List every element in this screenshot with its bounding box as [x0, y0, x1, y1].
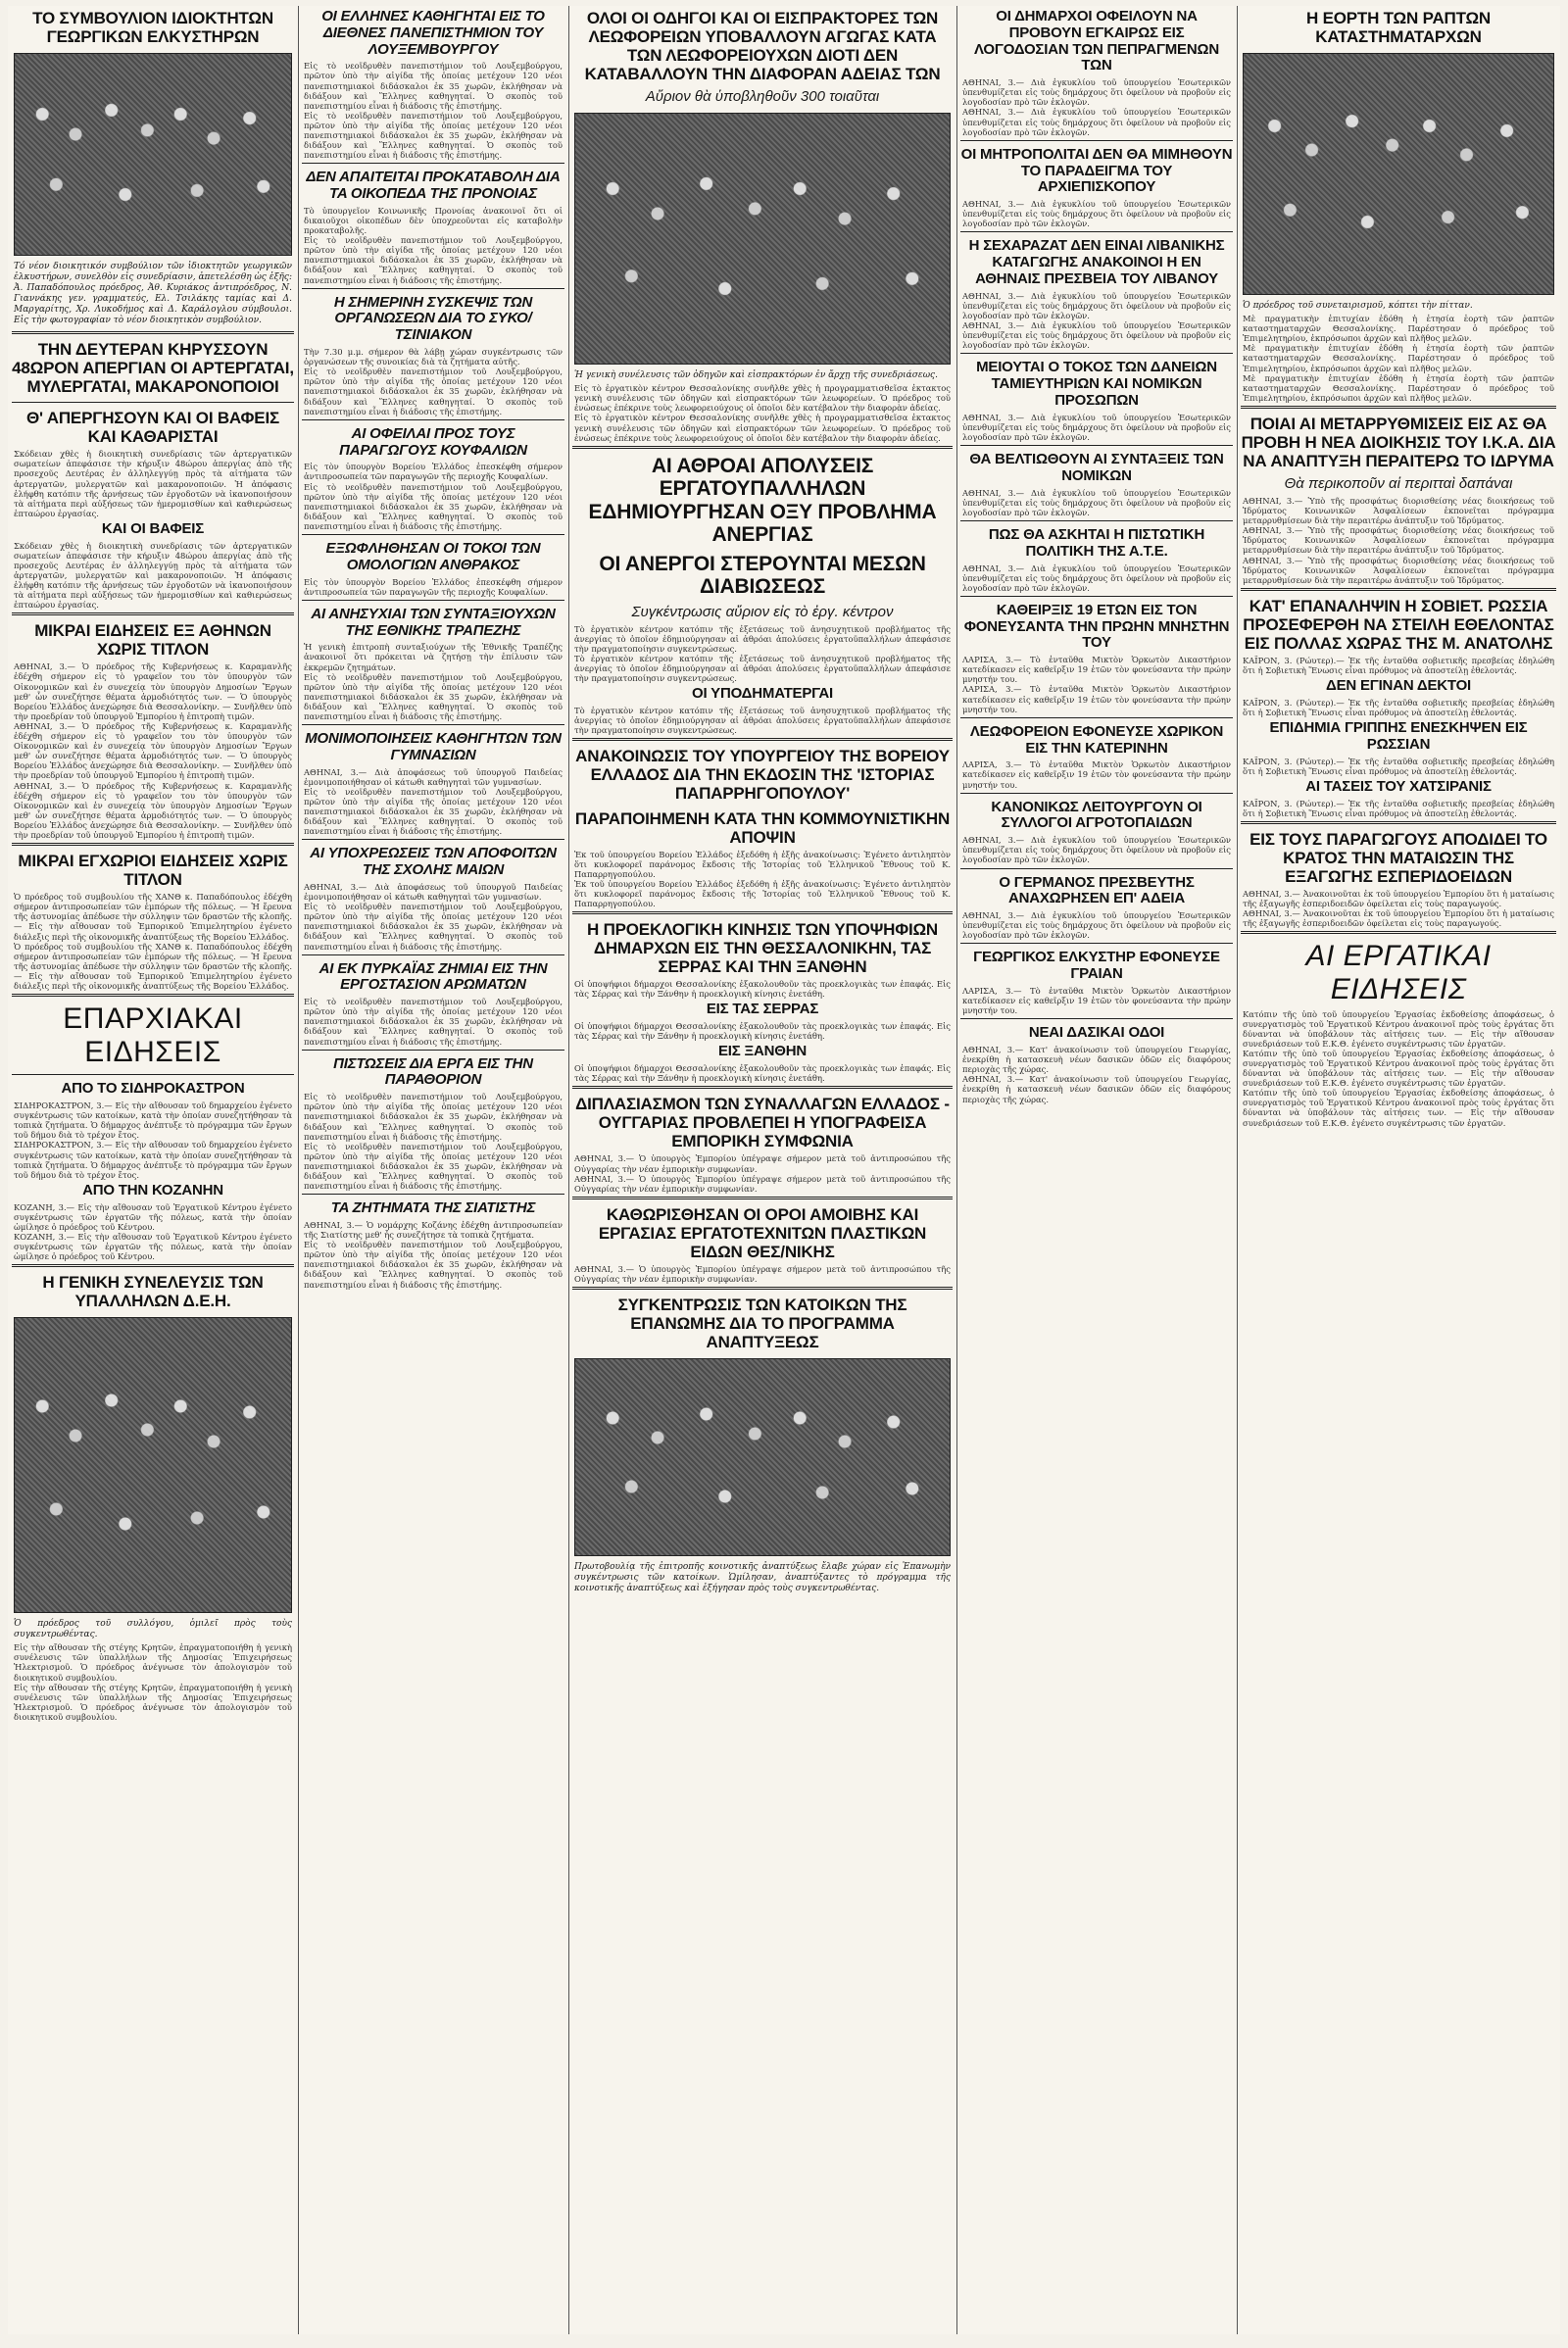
headline: ΓΕΩΡΓΙΚΟΣ ΕΛΚΥΣΤΗΡ ΕΦΟΝΕΥΣΕ ΓΡΑΙΑΝ	[973, 949, 1220, 983]
headline: ΕΞΩΦΛΗΘΗΣΑΝ ΟΙ ΤΟΚΟΙ ΤΩΝ ΟΜΟΛΟΓΙΩΝ ΑΝΘΡΑΚΟΣ	[325, 539, 541, 573]
headline: ΑΙ ΑΝΗΣΥΧΙΑΙ ΤΩΝ ΣΥΝΤΑΞΙΟΥΧΩΝ ΤΗΣ ΕΘΝΙΚΗΣ ΤΡΑΠΕΖΗΣ	[311, 605, 556, 639]
headline: Θ' ΑΠΕΡΓΗΣΟΥΝ ΚΑΙ ΟΙ ΒΑΦΕΙΣ ΚΑΙ ΚΑΘΑΡΙΣΤΑΙ	[26, 409, 279, 447]
headline: ΠΑΡΑΠΟΙΗΜΕΝΗ ΚΑΤΑ ΤΗΝ ΚΟΜΜΟΥΝΙΣΤΙΚΗΝ ΑΠΟΨΙΝ	[574, 808, 951, 847]
photo-dei-assembly	[14, 1317, 292, 1613]
subheadline: ΑΙ ΤΑΣΕΙΣ ΤΟΥ ΧΑΤΣΙΡΑΝΙΣ	[1305, 777, 1492, 795]
article-text: ΑΘΗΝΑΙ, 3.— Ὁ πρόεδρος τῆς Κυβερνήσεως κ. Καραμανλῆς ἐδέχθη σήμερον εἰς τὸ γραφεῖον του τὸν ὑπουργὸν τῶν Οἰκονομικῶν καὶ ἐν συνεχείᾳ τὸν ὑπουργὸν Δημοσίων Ἔργων μεθ' ὧν συνεζήτησε θέματα ἀρμοδιότητός των. — Ὁ ὑπουργὸς Βορείου Ἑλλάδος ἀνεχώρησε διὰ Θεσσαλονίκην. — Συνῆλθεν ὑπὸ τὴν προεδρίαν τοῦ ὑπουργοῦ Ἐμπορίου ἡ ἐπιτροπὴ τιμῶν.	[14, 720, 292, 781]
column-5	[1237, 6, 1560, 2334]
subheadline: ΟΙ ΥΠΟΔΗΜΑΤΕΡΓΑΙ	[692, 685, 833, 703]
headline: ΟΙ ΜΗΤΡΟΠΟΛΙΤΑΙ ΔΕΝ ΘΑ ΜΙΜΗΘΟΥΝ ΤΟ ΠΑΡΑΔΕΙΓΜΑ ΤΟΥ ΑΡΧΙΕΠΙΣΚΟΠΟΥ	[960, 145, 1233, 196]
article-text: Τὴν 7.30 μ.μ. σήμερον θὰ λάβῃ χώραν συγκέντρωσις τῶν ὀργανώσεων τῆς συνοικίας διὰ τὰ ζητήματα αὐτῆς.	[304, 347, 563, 367]
column-2	[298, 6, 569, 2334]
article-text: ΑΘΗΝΑΙ, 3.— Ἀνακοινοῦται ἐκ τοῦ ὑπουργείου Ἐμπορίου ὅτι ἡ ματαίωσις τῆς ἐξαγωγῆς ἐσπεριδοειδῶν ὀφείλεται εἰς τοὺς παραγωγούς.	[1243, 908, 1554, 929]
column-4	[956, 6, 1238, 2334]
article-text: ΑΘΗΝΑΙ, 3.— Ὑπὸ τῆς προσφάτως διορισθείσης νέας διοικήσεως τοῦ Ἱδρύματος Κοινωνικῶν Ἀσφαλίσεων ἐκπονεῖται πρόγραμμα μεταρρυθμίσεων διὰ τὴν περαιτέρω ἀνάπτυξιν τοῦ Ἱδρύματος.	[1243, 496, 1554, 526]
article-text: ΚΑΪΡΟΝ, 3. (Ρώυτερ).— Ἐκ τῆς ἐνταῦθα σοβιετικῆς πρεσβείας ἐδηλώθη ὅτι ἡ Σοβιετικὴ Ἕνωσις εἶναι πρόθυμος νὰ ἀποστείλῃ ἐθελοντάς.	[1243, 697, 1554, 718]
article-text: ΑΘΗΝΑΙ, 3.— Κατ' ἀνακοίνωσιν τοῦ ὑπουργείου Γεωργίας, ἐνεκρίθη ἡ κατασκευὴ νέων δασικῶν ὁδῶν εἰς διαφόρους περιοχὰς τῆς χώρας.	[962, 1074, 1231, 1104]
headline: ΜΟΝΙΜΟΠΟΙΗΣΕΙΣ ΚΑΘΗΓΗΤΩΝ ΤΩΝ ΓΥΜΝΑΣΙΩΝ	[305, 730, 562, 763]
headline: ΤΟ ΣΥΜΒΟΥΛΙΟΝ ΙΔΙΟΚΤΗΤΩΝ ΓΕΩΡΓΙΚΩΝ ΕΛΚΥΣΤΗΡΩΝ	[32, 9, 273, 47]
article-text: ΑΘΗΝΑΙ, 3.— Διὰ ἐγκυκλίου τοῦ ὑπουργείου Ἐσωτερικῶν ὑπενθυμίζεται εἰς τοὺς δημάρχους ὅτι ὀφείλουν νὰ προβοῦν εἰς λογοδοσίαν πρὸ τῶν ἐκλογῶν.	[962, 290, 1231, 320]
photo-tractor-owners	[14, 53, 292, 256]
article-text: ΑΘΗΝΑΙ, 3.— Διὰ ἀποφάσεως τοῦ ὑπουργοῦ Παιδείας ἐμονιμοποιήθησαν οἱ κάτωθι καθηγηταὶ τῶν γυμνασίων.	[304, 881, 563, 903]
article-text: ΚΟΖΑΝΗ, 3.— Εἰς τὴν αἴθουσαν τοῦ Ἐργατικοῦ Κέντρου ἐγένετο συγκέντρωσις τῶν ἐργατῶν τῆς πόλεως, κατὰ τὴν ὁποίαν ὡμίλησε ὁ πρόεδρος τοῦ Κέντρου.	[14, 1231, 292, 1262]
subheadline: Αὔριον θὰ ὑποβληθοῦν 300 τοιαῦται	[645, 88, 880, 106]
headline: ΛΕΩΦΟΡΕΙΟΝ ΕΦΟΝΕΥΣΕ ΧΩΡΙΚΟΝ ΕΙΣ ΤΗΝ ΚΑΤΕΡΙΝΗΝ	[969, 722, 1224, 757]
subheadline: ΕΠΙΔΗΜΙΑ ΓΡΙΠΠΗΣ ΕΝΕΣΚΗΨΕΝ ΕΙΣ ΡΩΣΣΙΑΝ	[1269, 719, 1528, 753]
headline: ΠΟΙΑΙ ΑΙ ΜΕΤΑΡΡΥΘΜΙΣΕΙΣ ΕΙΣ ΑΣ ΘΑ ΠΡΟΒΗ Η ΝΕΑ ΔΙΟΙΚΗΣΙΣ ΤΟΥ Ι.Κ.Α. ΔΙΑ ΝΑ ΑΝΑΠΤΥΞΗ ΠΕΡΑΙΤΕΡΩ ΤΟ ΙΔΡΥΜΑ	[1241, 414, 1556, 470]
headline: ΠΙΣΤΩΣΕΙΣ ΔΙΑ ΕΡΓΑ ΕΙΣ ΤΗΝ ΠΑΡΑΘΟΡΙΟΝ	[333, 1054, 533, 1089]
photo-epanomi-crowd	[574, 1358, 951, 1556]
article-text: Εἰς τὸν ὑπουργὸν Βορείου Ἑλλάδος ἐπεσκέφθη σήμερον ἀντιπροσωπεία τῶν παραγωγῶν τῆς περιοχῆς Κουφαλίων.	[304, 462, 563, 482]
headline: ΚΑΤ' ΕΠΑΝΑΛΗΨΙΝ Η ΣΟΒΙΕΤ. ΡΩΣΣΙΑ ΠΡΟΣΕΦΕΡΘΗ ΝΑ ΣΤΕΙΛΗ ΕΘΕΛΟΝΤΑΣ ΕΙΣ ΠΟΛΛΑΣ ΧΩΡΑΣ ΤΗΣ Μ. ΑΝΑΤΟΛΗΣ	[1243, 596, 1554, 653]
article-text: Εἰς τὸ νεοϊδρυθὲν πανεπιστήμιον τοῦ Λουξεμβούργου, πρῶτον ὑπὸ τὴν αἰγίδα τῆς ὁποίας μετέχουν 120 νέοι πανεπιστημιακοὶ διδάσκαλοι ἐκ 35 χωρῶν, ἐκλήθησαν νὰ διδάξουν καὶ Ἕλληνες καθηγηταί. Ὁ σκοπὸς τοῦ πανεπιστημίου εἶναι ἡ διάδοσις τῆς ἐπιστήμης.	[304, 1141, 563, 1192]
article-text: ΛΑΡΙΣΑ, 3.— Τὸ ἐνταῦθα Μικτὸν Ὁρκωτὸν Δικαστήριον κατεδίκασεν εἰς καθεῖρξιν 19 ἐτῶν τὸν φονεύσαντα τὴν πρώην μνηστήν του.	[962, 985, 1231, 1016]
headline: ΟΙ ΑΝΕΡΓΟΙ ΣΤΕΡΟΥΝΤΑΙ ΜΕΣΩΝ ΔΙΑΒΙΩΣΕΩΣ	[599, 552, 926, 599]
article-text: Κατόπιν τῆς ὑπὸ τοῦ ὑπουργείου Ἐργασίας ἐκδοθείσης ἀποφάσεως, ὁ συνεργατισμὸς τοῦ Ἐργατικοῦ Κέντρου ἀνακοινοῖ πρὸς τοὺς ἐργάτας ὅτι δύνανται νὰ ὑποβάλουν τὰς αἰτήσεις των. — Εἰς τὴν αἴθουσαν συνεδριάσεων τοῦ Ε.Κ.Θ. ἐγένετο συγκέντρωσις τῶν ἐργατῶν.	[1243, 1088, 1554, 1128]
article-text: Εἰς τὸ νεοϊδρυθὲν πανεπιστήμιον τοῦ Λουξεμβούργου, πρῶτον ὑπὸ τὴν αἰγίδα τῆς ὁποίας μετέχουν 120 νέοι πανεπιστημιακοὶ διδάσκαλοι ἐκ 35 χωρῶν, ἐκλήθησαν νὰ διδάξουν καὶ Ἕλληνες καθηγηταί. Ὁ σκοπὸς τοῦ πανεπιστημίου εἶναι ἡ διάδοσις τῆς ἐπιστήμης.	[304, 997, 563, 1047]
article-text: Μὲ πραγματικὴν ἐπιτυχίαν ἐδόθη ἡ ἐτησία ἑορτὴ τῶν ῥαπτῶν καταστηματαρχῶν Θεσσαλονίκης. Παρέστησαν ὁ πρόεδρος τοῦ Ἐπιμελητηρίου, ἐκπρόσωποι ἀρχῶν καὶ πλῆθος μελῶν.	[1243, 372, 1554, 403]
article-text: Σκόδειαν χθὲς ἡ διοικητικὴ συνεδρίασις τῶν ἀρτεργατικῶν σωματείων ἀπεφάσισε τὴν κήρυξιν 48ώρου ἀπεργίας ἀπὸ τῆς προσεχοῦς Δευτέρας ἐν ἀλληλεγγύῃ πρὸς τὰ αἰτήματα τῶν ἀρτεργατῶν, μυλεργατῶν καὶ μακαρονοποιῶν. Ἡ ἀπόφασις ἐλήφθη κατόπιν τῆς ἀρνήσεως τῶν ἐργοδοτῶν νὰ ἱκανοποιήσουν τὰ αἰτήματα περὶ αὐξήσεως τῶν ἡμερομισθίων καὶ καθιερώσεως ἑπταώρου ἐργασίας.	[14, 449, 292, 518]
headline: ΟΙ ΔΗΜΑΡΧΟΙ ΟΦΕΙΛΟΥΝ ΝΑ ΠΡΟΒΟΥΝ ΕΓΚΑΙΡΩΣ ΕΙΣ ΛΟΓΟΔΟΣΙΑΝ ΤΩΝ ΠΕΠΡΑΓΜΕΝΩΝ ΤΩΝ	[974, 8, 1219, 74]
headline: ΚΑΘΕΙΡΞΙΣ 19 ΕΤΩΝ ΕΙΣ ΤΟΝ ΦΟΝΕΥΣΑΝΤΑ ΤΗΝ ΠΡΩΗΝ ΜΝΗΣΤΗΝ ΤΟΥ	[963, 601, 1230, 652]
article-text: Κατόπιν τῆς ὑπὸ τοῦ ὑπουργείου Ἐργασίας ἐκδοθείσης ἀποφάσεως, ὁ συνεργατισμὸς τοῦ Ἐργατικοῦ Κέντρου ἀνακοινοῖ πρὸς τοὺς ἐργάτας ὅτι δύνανται νὰ ὑποβάλουν τὰς αἰτήσεις των. — Εἰς τὴν αἴθουσαν συνεδριάσεων τοῦ Ε.Κ.Θ. ἐγένετο συγκέντρωσις τῶν ἐργατῶν.	[1243, 1008, 1554, 1049]
headline: ΟΛΟΙ ΟΙ ΟΔΗΓΟΙ ΚΑΙ ΟΙ ΕΙΣΠΡΑΚΤΟΡΕΣ ΤΩΝ ΛΕΩΦΟΡΕΙΩΝ ΥΠΟΒΑΛΛΟΥΝ ΑΓΩΓΑΣ ΚΑΤΑ ΤΩΝ ΛΕΩΦΟΡΕΙΟΥΧΩΝ ΔΙΟΤΙ ΔΕΝ ΚΑΤΑΒΑΛΛΟΥΝ ΤΗΝ ΔΙΑΦΟΡΑΝ ΑΔΕΙΑΣ ΤΩΝ	[584, 9, 941, 84]
article-text: Κατόπιν τῆς ὑπὸ τοῦ ὑπουργείου Ἐργασίας ἐκδοθείσης ἀποφάσεως, ὁ συνεργατισμὸς τοῦ Ἐργατικοῦ Κέντρου ἀνακοινοῖ πρὸς τοὺς ἐργάτας ὅτι δύνανται νὰ ὑποβάλουν τὰς αἰτήσεις των. — Εἰς τὴν αἴθουσαν συνεδριάσεων τοῦ Ε.Κ.Θ. ἐγένετο συγκέντρωσις τῶν ἐργατῶν.	[1243, 1048, 1554, 1089]
headline: ΘΑ ΒΕΛΤΙΩΘΟΥΝ ΑΙ ΣΥΝΤΑΞΕΙΣ ΤΩΝ ΝΟΜΙΚΩΝ	[969, 451, 1224, 484]
caption: Τό νέον διοικητικόν συμβούλιον τῶν ἰδιοκτητῶν γεωργικῶν ἐλκυστήρων, συνελθὸν εἰς συνεδρίασιν, ἀπετελέσθη ὡς ἑξῆς: Ἀ. Παπαδόπουλος πρόεδρος, Ἀθ. Κυριάκος ἀντιπρόεδρος, Ν. Γιαννάκης γεν. γραμματεύς, Ελ. Τσιλάκης ταμίας καὶ Δ. Μαργαρίτης, Χρ. Λυκοδήμος καὶ Δ. Καράλογλου σύμβουλοι. Εἰς τὴν φωτογραφίαν τὸ νέον διοικητικὸν συμβούλιον.	[14, 262, 292, 326]
article-text: ΑΘΗΝΑΙ, 3.— Ὑπὸ τῆς προσφάτως διορισθείσης νέας διοικήσεως τοῦ Ἱδρύματος Κοινωνικῶν Ἀσφαλίσεων ἐκπονεῖται πρόγραμμα μεταρρυθμίσεων διὰ τὴν περαιτέρω ἀνάπτυξιν τοῦ Ἱδρύματος.	[1243, 525, 1554, 556]
headline: Η ΠΡΟΕΚΛΟΓΙΚΗ ΚΙΝΗΣΙΣ ΤΩΝ ΥΠΟΨΗΦΙΩΝ ΔΗΜΑΡΧΩΝ ΕΙΣ ΤΗΝ ΘΕΣΣΑΛΟΝΙΚΗΝ, ΤΑΣ ΣΕΡΡΑΣ ΚΑΙ ΤΗΝ ΞΑΝΘΗΝ	[586, 920, 939, 977]
article-text: Εἰς τὴν αἴθουσαν τῆς στέγης Κρητῶν, ἐπραγματοποιήθη ἡ γενικὴ συνέλευσις τῶν ὑπαλλήλων τῆς Δημοσίας Ἐπιχειρήσεως Ἠλεκτρισμοῦ. Ὁ πρόεδρος ἀνέγνωσε τὸν ἀπολογισμὸν τοῦ διοικητικοῦ συμβουλίου.	[14, 1682, 292, 1722]
article-text: ΛΑΡΙΣΑ, 3.— Τὸ ἐνταῦθα Μικτὸν Ὁρκωτὸν Δικαστήριον κατεδίκασεν εἰς καθεῖρξιν 19 ἐτῶν τὸν φονεύσαντα τὴν πρώην μνηστήν του.	[962, 759, 1231, 790]
headline: ΑΙ ΕΚ ΠΥΡΚΑΪΑΣ ΖΗΜΙΑΙ ΕΙΣ ΤΗΝ ΕΡΓΟΣΤΑΣΙΟΝ ΑΡΩΜΑΤΩΝ	[318, 959, 548, 994]
article-text: ΑΘΗΝΑΙ, 3.— Διὰ ἐγκυκλίου τοῦ ὑπουργείου Ἐσωτερικῶν ὑπενθυμίζεται εἰς τοὺς δημάρχους ὅτι ὀφείλουν νὰ προβοῦν εἰς λογοδοσίαν πρὸ τῶν ἐκλογῶν.	[962, 412, 1231, 442]
article-text: Εἰς τὸ νεοϊδρυθὲν πανεπιστήμιον τοῦ Λουξεμβούργου, πρῶτον ὑπὸ τὴν αἰγίδα τῆς ὁποίας μετέχουν 120 νέοι πανεπιστημιακοὶ διδάσκαλοι ἐκ 35 χωρῶν, ἐκλήθησαν νὰ διδάξουν καὶ Ἕλληνες καθηγηταί. Ὁ σκοπὸς τοῦ πανεπιστημίου εἶναι ἡ διάδοσις τῆς ἐπιστήμης.	[304, 671, 563, 721]
headline: ΣΥΓΚΕΝΤΡΩΣΙΣ ΤΩΝ ΚΑΤΟΙΚΩΝ ΤΗΣ ΕΠΑΝΩΜΗΣ ΔΙΑ ΤΟ ΠΡΟΓΡΑΜΜΑ ΑΝΑΠΤΥΞΕΩΣ	[617, 1296, 907, 1352]
headline: ΠΩΣ ΘΑ ΑΣΚΗΤΑΙ Η ΠΙΣΤΩΤΙΚΗ ΠΟΛΙΤΙΚΗ ΤΗΣ Α.Τ.Ε.	[988, 525, 1205, 560]
article-text: ΑΘΗΝΑΙ, 3.— Διὰ ἐγκυκλίου τοῦ ὑπουργείου Ἐσωτερικῶν ὑπενθυμίζεται εἰς τοὺς δημάρχους ὅτι ὀφείλουν νὰ προβοῦν εἰς λογοδοσίαν πρὸ τῶν ἐκλογῶν.	[962, 835, 1231, 865]
subheadline: ΑΠΟ ΤΟ ΣΙΔΗΡΟΚΑΣΤΡΟΝ	[61, 1080, 245, 1098]
article-text: Εἰς τὸ νεοϊδρυθὲν πανεπιστήμιον τοῦ Λουξεμβούργου, πρῶτον ὑπὸ τὴν αἰγίδα τῆς ὁποίας μετέχουν 120 νέοι πανεπιστημιακοὶ διδάσκαλοι ἐκ 35 χωρῶν, ἐκλήθησαν νὰ διδάξουν καὶ Ἕλληνες καθηγηταί. Ὁ σκοπὸς τοῦ πανεπιστημίου εἶναι ἡ διάδοσις τῆς ἐπιστήμης.	[304, 1240, 563, 1290]
headline: Ο ΓΕΡΜΑΝΟΣ ΠΡΕΣΒΕΥΤΗΣ ΑΝΑΧΩΡΗΣΕΝ ΕΠ' ΑΔΕΙΑ	[999, 873, 1195, 907]
article-text: Εἰς τὸ νεοϊδρυθὲν πανεπιστήμιον τοῦ Λουξεμβούργου, πρῶτον ὑπὸ τὴν αἰγίδα τῆς ὁποίας μετέχουν 120 νέοι πανεπιστημιακοὶ διδάσκαλοι ἐκ 35 χωρῶν, ἐκλήθησαν νὰ διδάξουν καὶ Ἕλληνες καθηγηταί. Ὁ σκοπὸς τοῦ πανεπιστημίου εἶναι ἡ διάδοσις τῆς ἐπιστήμης.	[304, 902, 563, 952]
headline: ΔΕΝ ΑΠΑΙΤΕΙΤΑΙ ΠΡΟΚΑΤΑΒΟΛΗ ΔΙΑ ΤΑ ΟΙΚΟΠΕΔΑ ΤΗΣ ΠΡΟΝΟΙΑΣ	[306, 169, 561, 203]
article-text: Εἰς τὸ ἐργατικὸν κέντρον Θεσσαλονίκης συνῆλθε χθὲς ἡ προγραμματισθεῖσα ἐκτακτος γενικὴ συνέλευσις τῶν ὁδηγῶν καὶ εἰσπρακτόρων τῶν λεωφορείων. Ὁ πρόεδρος τοῦ ἐνώσεως ἐπέκρινε τοὺς λεωφορειούχους οἱ ὁποῖοι δὲν κατέβαλον τὴν διαφορὰν ἀδείας.	[574, 413, 951, 443]
headline: Η ΕΟΡΤΗ ΤΩΝ ΡΑΠΤΩΝ ΚΑΤΑΣΤΗΜΑΤΑΡΧΩΝ	[1305, 9, 1491, 47]
article-text: ΣΙΔΗΡΟΚΑΣΤΡΟΝ, 3.— Εἰς τὴν αἴθουσαν τοῦ δημαρχείου ἐγένετο συγκέντρωσις τῶν κατοίκων, κατὰ τὴν ὁποίαν συνεζητήθησαν τὰ τοπικὰ ζητήματα. Ὁ δήμαρχος ἀνέπτυξε τὸ πρόγραμμα τῶν ἔργων τοῦ δήμου διὰ τὸ τρέχον ἔτος.	[14, 1101, 292, 1141]
article-text: Ὁ πρόεδρος τοῦ συμβουλίου τῆς ΧΑΝΘ κ. Παπαδόπουλος ἐδέχθη σήμερον ἀντιπροσωπείαν τῶν ἐμπόρων τῆς πόλεως. — Ἡ ἔρευνα τῆς ἀστυνομίας ἀπέδωσε τὴν σύλληψιν τῶν δραστῶν τῆς κλοπῆς. — Εἰς τὴν αἴθουσαν τοῦ Ἐμπορικοῦ Ἐπιμελητηρίου ἐγένετο διάλεξις περὶ τῆς οἰκονομικῆς ἀναπτύξεως τῆς Βορείου Ἑλλάδος.	[14, 941, 292, 991]
article-text: Εἰς τὸ νεοϊδρυθὲν πανεπιστήμιον τοῦ Λουξεμβούργου, πρῶτον ὑπὸ τὴν αἰγίδα τῆς ὁποίας μετέχουν 120 νέοι πανεπιστημιακοὶ διδάσκαλοι ἐκ 35 χωρῶν, ἐκλήθησαν νὰ διδάξουν καὶ Ἕλληνες καθηγηταί. Ὁ σκοπὸς τοῦ πανεπιστημίου εἶναι ἡ διάδοσις τῆς ἐπιστήμης.	[304, 481, 563, 531]
subheadline: ΕΙΣ ΤΑΣ ΣΕΡΡΑΣ	[706, 1001, 819, 1018]
article-text: ΑΘΗΝΑΙ, 3.— Ὁ ὑπουργὸς Ἐμπορίου ὑπέγραψε σήμερον μετὰ τοῦ ἀντιπροσώπου τῆς Οὐγγαρίας τὴν νέαν ἐμπορικὴν συμφωνίαν.	[574, 1263, 951, 1285]
headline: ΜΙΚΡΑΙ ΕΙΔΗΣΕΙΣ ΕΞ ΑΘΗΝΩΝ ΧΩΡΙΣ ΤΙΤΛΟΝ	[34, 621, 271, 660]
article-text: Εἰς τὸ νεοϊδρυθὲν πανεπιστήμιον τοῦ Λουξεμβούργου, πρῶτον ὑπὸ τὴν αἰγίδα τῆς ὁποίας μετέχουν 120 νέοι πανεπιστημιακοὶ διδάσκαλοι ἐκ 35 χωρῶν, ἐκλήθησαν νὰ διδάξουν καὶ Ἕλληνες καθηγηταί. Ὁ σκοπὸς τοῦ πανεπιστημίου εἶναι ἡ διάδοσις τῆς ἐπιστήμης.	[304, 110, 563, 161]
article-text: ΑΘΗΝΑΙ, 3.— Κατ' ἀνακοίνωσιν τοῦ ὑπουργείου Γεωργίας, ἐνεκρίθη ἡ κατασκευὴ νέων δασικῶν ὁδῶν εἰς διαφόρους περιοχὰς τῆς χώρας.	[962, 1045, 1231, 1075]
headline: ΑΝΑΚΟΙΝΩΣΙΣ ΤΟΥ ΥΠΟΥΡΓΕΙΟΥ ΤΗΣ ΒΟΡΕΙΟΥ ΕΛΛΑΔΟΣ ΔΙΑ ΤΗΝ ΕΚΔΟΣΙΝ ΤΗΣ 'ΙΣΤΟΡΙΑΣ ΠΑΠΑΡΡΗΓΟΠΟΥΛΟΥ'	[575, 747, 950, 804]
article-text: Εἰς τὸ ἐργατικὸν κέντρον Θεσσαλονίκης συνῆλθε χθὲς ἡ προγραμματισθεῖσα ἐκτακτος γενικὴ συνέλευσις τῶν ὁδηγῶν καὶ εἰσπρακτόρων τῶν λεωφορείων. Ὁ πρόεδρος τοῦ ἐνώσεως ἐπέκρινε τοὺς λεωφορειούχους οἱ ὁποῖοι δὲν κατέβαλον τὴν διαφορὰν ἀδείας.	[574, 383, 951, 414]
article-text: ΛΑΡΙΣΑ, 3.— Τὸ ἐνταῦθα Μικτὸν Ὁρκωτὸν Δικαστήριον κατεδίκασεν εἰς καθεῖρξιν 19 ἐτῶν τὸν φονεύσαντα τὴν πρώην μνηστήν του.	[962, 655, 1231, 685]
article-text: ΑΘΗΝΑΙ, 3.— Διὰ ἐγκυκλίου τοῦ ὑπουργείου Ἐσωτερικῶν ὑπενθυμίζεται εἰς τοὺς δημάρχους ὅτι ὀφείλουν νὰ προβοῦν εἰς λογοδοσίαν πρὸ τῶν ἐκλογῶν.	[962, 563, 1231, 593]
headline: ΑΙ ΟΦΕΙΛΑΙ ΠΡΟΣ ΤΟΥΣ ΠΑΡΑΓΩΓΟΥΣ ΚΟΥΦΑΛΙΩΝ	[339, 424, 527, 459]
article-text: Τὸ ὑπουργεῖον Κοινωνικῆς Προνοίας ἀνακοινοῖ ὅτι οἱ δικαιοῦχοι οἰκοπέδων δὲν ὑποχρεοῦνται εἰς καταβολὴν προκαταβολῆς.	[304, 205, 563, 236]
headline: ΔΙΠΛΑΣΙΑΣΜΟΝ ΤΩΝ ΣΥΝΑΛΛΑΓΩΝ ΕΛΛΑΔΟΣ - ΟΥΓΓΑΡΙΑΣ ΠΡΟΒΛΕΠΕΙ Η ΥΠΟΓΡΑΦΕΙΣΑ ΕΜΠΟΡΙΚΗ ΣΥΜΦΩΝΙΑ	[575, 1095, 950, 1151]
section-title: ΕΠΑΡΧΙΑΚΑΙ ΕΙΔΗΣΕΙΣ	[63, 1003, 243, 1068]
article-text: ΑΘΗΝΑΙ, 3.— Διὰ ἐγκυκλίου τοῦ ὑπουργείου Ἐσωτερικῶν ὑπενθυμίζεται εἰς τοὺς δημάρχους ὅτι ὀφείλουν νὰ προβοῦν εἰς λογοδοσίαν πρὸ τῶν ἐκλογῶν.	[962, 910, 1231, 941]
headline: ΤΑ ΖΗΤΗΜΑΤΑ ΤΗΣ ΣΙΑΤΙΣΤΗΣ	[330, 1199, 536, 1217]
article-text: ΑΘΗΝΑΙ, 3.— Διὰ ἐγκυκλίου τοῦ ὑπουργείου Ἐσωτερικῶν ὑπενθυμίζεται εἰς τοὺς δημάρχους ὅτι ὀφείλουν νὰ προβοῦν εἰς λογοδοσίαν πρὸ τῶν ἐκλογῶν.	[962, 199, 1231, 229]
subheadline: ΕΙΣ ΞΑΝΘΗΝ	[718, 1043, 807, 1060]
article-text: ΑΘΗΝΑΙ, 3.— Ὁ ὑπουργὸς Ἐμπορίου ὑπέγραψε σήμερον μετὰ τοῦ ἀντιπροσώπου τῆς Οὐγγαρίας τὴν νέαν ἐμπορικὴν συμφωνίαν.	[574, 1153, 951, 1174]
headline: Η ΣΕΧΑΡΑΖΑΤ ΔΕΝ ΕΙΝΑΙ ΛΙΒΑΝΙΚΗΣ ΚΑΤΑΓΩΓΗΣ ΑΝΑΚΟΙΝΟΙ Η ΕΝ ΑΘΗΝΑΙΣ ΠΡΕΣΒΕΙΑ ΤΟΥ ΛΙΒΑΝΟΥ	[968, 237, 1225, 288]
article-text: Εἰς τὴν αἴθουσαν τῆς στέγης Κρητῶν, ἐπραγματοποιήθη ἡ γενικὴ συνέλευσις τῶν ὑπαλλήλων τῆς Δημοσίας Ἐπιχειρήσεως Ἠλεκτρισμοῦ. Ὁ πρόεδρος ἀνέγνωσε τὸν ἀπολογισμὸν τοῦ διοικητικοῦ συμβουλίου.	[14, 1642, 292, 1683]
photo-tailors-celebration	[1243, 53, 1554, 295]
subheadline: Θὰ περικοποῦν αἱ περιτταὶ δαπάναι	[1284, 475, 1513, 492]
article-text: Ἡ γενικὴ ἐπιτροπὴ συνταξιούχων τῆς Ἐθνικῆς Τραπέζης ἀνακοινοῖ ὅτι πρόκειται νὰ ζητήσῃ τὴν ἐπίλυσιν τῶν ἐκκρεμῶν ζητημάτων.	[304, 642, 563, 672]
caption: Ὁ πρόεδρος τοῦ συνεταιρισμοῦ, κόπτει τὴν πίτταν.	[1243, 301, 1473, 312]
headline: Η ΣΗΜΕΡΙΝΗ ΣΥΣΚΕΨΙΣ ΤΩΝ ΟΡΓΑΝΩΣΕΩΝ ΔΙΑ ΤΟ ΣΥΚΟ/ΤΣΙΝΙΑΚΟΝ	[333, 293, 533, 344]
article-text: Εἰς τὸν ὑπουργὸν Βορείου Ἑλλάδος ἐπεσκέφθη σήμερον ἀντιπροσωπεία τῶν παραγωγῶν τῆς περιοχῆς Κουφαλίων.	[304, 576, 563, 597]
article-text: ΑΘΗΝΑΙ, 3.— Διὰ ἐγκυκλίου τοῦ ὑπουργείου Ἐσωτερικῶν ὑπενθυμίζεται εἰς τοὺς δημάρχους ὅτι ὀφείλουν νὰ προβοῦν εἰς λογοδοσίαν πρὸ τῶν ἐκλογῶν.	[962, 487, 1231, 517]
article-text: Εἰς τὸ νεοϊδρυθὲν πανεπιστήμιον τοῦ Λουξεμβούργου, πρῶτον ὑπὸ τὴν αἰγίδα τῆς ὁποίας μετέχουν 120 νέοι πανεπιστημιακοὶ διδάσκαλοι ἐκ 35 χωρῶν, ἐκλήθησαν νὰ διδάξουν καὶ Ἕλληνες καθηγηταί. Ὁ σκοπὸς τοῦ πανεπιστημίου εἶναι ἡ διάδοσις τῆς ἐπιστήμης.	[304, 367, 563, 416]
headline: ΜΙΚΡΑΙ ΕΓΧΩΡΙΟΙ ΕΙΔΗΣΕΙΣ ΧΩΡΙΣ ΤΙΤΛΟΝ	[18, 852, 288, 890]
newspaper-page	[8, 6, 1560, 2334]
headline: ΚΑΝΟΝΙΚΩΣ ΛΕΙΤΟΥΡΓΟΥΝ ΟΙ ΣΥΛΛΟΓΟΙ ΑΓΡΟΤΟΠΑΙΔΩΝ	[991, 798, 1202, 832]
article-text: Εἰς τὸ νεοϊδρυθὲν πανεπιστήμιον τοῦ Λουξεμβούργου, πρῶτον ὑπὸ τὴν αἰγίδα τῆς ὁποίας μετέχουν 120 νέοι πανεπιστημιακοὶ διδάσκαλοι ἐκ 35 χωρῶν, ἐκλήθησαν νὰ διδάξουν καὶ Ἕλληνες καθηγηταί. Ὁ σκοπὸς τοῦ πανεπιστημίου εἶναι ἡ διάδοσις τῆς ἐπιστήμης.	[304, 61, 563, 111]
article-text: Εἰς τὸ νεοϊδρυθὲν πανεπιστήμιον τοῦ Λουξεμβούργου, πρῶτον ὑπὸ τὴν αἰγίδα τῆς ὁποίας μετέχουν 120 νέοι πανεπιστημιακοὶ διδάσκαλοι ἐκ 35 χωρῶν, ἐκλήθησαν νὰ διδάξουν καὶ Ἕλληνες καθηγηταί. Ὁ σκοπὸς τοῦ πανεπιστημίου εἶναι ἡ διάδοσις τῆς ἐπιστήμης.	[304, 1092, 563, 1142]
article-text: ΑΘΗΝΑΙ, 3.— Ἀνακοινοῦται ἐκ τοῦ ὑπουργείου Ἐμπορίου ὅτι ἡ ματαίωσις τῆς ἐξαγωγῆς ἐσπεριδοειδῶν ὀφείλεται εἰς τοὺς παραγωγούς.	[1243, 888, 1554, 909]
headline: ΟΙ ΕΛΛΗΝΕΣ ΚΑΘΗΓΗΤΑΙ ΕΙΣ ΤΟ ΔΙΕΘΝΕΣ ΠΑΝΕΠΙΣΤΗΜΙΟΝ ΤΟΥ ΛΟΥΞΕΜΒΟΥΡΓΟΥ	[321, 8, 545, 58]
article-text: ΚΑΪΡΟΝ, 3. (Ρώυτερ).— Ἐκ τῆς ἐνταῦθα σοβιετικῆς πρεσβείας ἐδηλώθη ὅτι ἡ Σοβιετικὴ Ἕνωσις εἶναι πρόθυμος νὰ ἀποστείλῃ ἐθελοντάς.	[1243, 798, 1554, 818]
article-text: Οἱ ὑποψήφιοι δήμαρχοι Θεσσαλονίκης ἐξακολουθοῦν τὰς προεκλογικὰς των ἐπαφάς. Εἰς τὰς Σέρρας καὶ τὴν Ξάνθην ἡ προεκλογικὴ κίνησις ἐνετάθη.	[574, 1021, 951, 1042]
headline: ΚΑΘΩΡΙΣΘΗΣΑΝ ΟΙ ΟΡΟΙ ΑΜΟΙΒΗΣ ΚΑΙ ΕΡΓΑΣΙΑΣ ΕΡΓΑΤΟΤΕΧΝΙΤΩΝ ΠΛΑΣΤΙΚΩΝ ΕΙΔΩΝ ΘΕΣ/ΝΙΚΗΣ	[598, 1204, 927, 1261]
article-text: Οἱ ὑποψήφιοι δήμαρχοι Θεσσαλονίκης ἐξακολουθοῦν τὰς προεκλογικὰς των ἐπαφάς. Εἰς τὰς Σέρρας καὶ τὴν Ξάνθην ἡ προεκλογικὴ κίνησις ἐνετάθη.	[574, 1063, 951, 1084]
headline: ΑΙ ΑΘΡΟΑΙ ΑΠΟΛΥΣΕΙΣ ΕΡΓΑΤΟΥΠΑΛΛΗΛΩΝ ΕΔΗΜΙΟΥΡΓΗΣΑΝ ΟΞΥ ΠΡΟΒΛΗΜΑ ΑΝΕΡΓΙΑΣ	[588, 454, 937, 547]
article-text: Ἐκ τοῦ ὑπουργείου Βορείου Ἑλλάδος ἐξεδόθη ἡ ἑξῆς ἀνακοίνωσις: Ἐγένετο ἀντιληπτὸν ὅτι κυκλοφορεῖ παράνομος ἔκδοσις τῆς Ἱστορίας τοῦ Ἑλληνικοῦ Ἔθνους τοῦ Κ. Παπαρρηγοπούλου.	[574, 878, 951, 909]
article-text: Τὸ ἐργατικὸν κέντρον κατόπιν τῆς ἐξετάσεως τοῦ ἀνησυχητικοῦ προβλήματος τῆς ἀνεργίας τὸ ὁποῖον ἐδημιούργησαν αἱ ἀθρόαι ἀπολύσεις ἐργατοϋπαλλήλων ἀπεφάσισε τὴν πραγματοποίησιν συγκεντρώσεως.	[574, 623, 951, 654]
headline: ΑΙ ΥΠΟΧΡΕΩΣΕΙΣ ΤΩΝ ΑΠΟΦΟΙΤΩΝ ΤΗΣ ΣΧΟΛΗΣ ΜΑΙΩΝ	[310, 845, 557, 879]
article-text: ΑΘΗΝΑΙ, 3.— Διὰ ἐγκυκλίου τοῦ ὑπουργείου Ἐσωτερικῶν ὑπενθυμίζεται εἰς τοὺς δημάρχους ὅτι ὀφείλουν νὰ προβοῦν εἰς λογοδοσίαν πρὸ τῶν ἐκλογῶν.	[962, 77, 1231, 108]
subheadline: Συγκέντρωσις αὔριον εἰς τὸ ἐργ. κέντρον	[631, 603, 894, 620]
column-1	[8, 6, 299, 2334]
article-text: Τὸ ἐργατικὸν κέντρον κατόπιν τῆς ἐξετάσεως τοῦ ἀνησυχητικοῦ προβλήματος τῆς ἀνεργίας τὸ ὁποῖον ἐδημιούργησαν αἱ ἀθρόαι ἀπολύσεις ἐργατοϋπαλλήλων ἀπεφάσισε τὴν πραγματοποίησιν συγκεντρώσεως.	[574, 706, 951, 736]
article-text: ΑΘΗΝΑΙ, 3.— Ὁ νομάρχης Κοζάνης ἐδέχθη ἀντιπροσωπείαν τῆς Σιατίστης μεθ' ἧς συνεζήτησε τὰ τοπικὰ ζητήματα.	[304, 1219, 563, 1241]
article-text: Οἱ ὑποψήφιοι δήμαρχοι Θεσσαλονίκης ἐξακολουθοῦν τὰς προεκλογικὰς των ἐπαφάς. Εἰς τὰς Σέρρας καὶ τὴν Ξάνθην ἡ προεκλογικὴ κίνησις ἐνετάθη.	[574, 979, 951, 1000]
headline: ΝΕΑΙ ΔΑΣΙΚΑΙ ΟΔΟΙ	[1028, 1024, 1165, 1042]
article-text: ΛΑΡΙΣΑ, 3.— Τὸ ἐνταῦθα Μικτὸν Ὁρκωτὸν Δικαστήριον κατεδίκασεν εἰς καθεῖρξιν 19 ἐτῶν τὸν φονεύσαντα τὴν πρώην μνηστήν του.	[962, 684, 1231, 714]
column-3	[568, 6, 957, 2334]
article-text: ΚΑΪΡΟΝ, 3. (Ρώυτερ).— Ἐκ τῆς ἐνταῦθα σοβιετικῆς πρεσβείας ἐδηλώθη ὅτι ἡ Σοβιετικὴ Ἕνωσις εἶναι πρόθυμος νὰ ἀποστείλῃ ἐθελοντάς.	[1243, 655, 1554, 676]
article-text: ΚΑΪΡΟΝ, 3. (Ρώυτερ).— Ἐκ τῆς ἐνταῦθα σοβιετικῆς πρεσβείας ἐδηλώθη ὅτι ἡ Σοβιετικὴ Ἕνωσις εἶναι πρόθυμος νὰ ἀποστείλῃ ἐθελοντάς.	[1243, 756, 1554, 776]
caption: Ἡ γενικὴ συνέλευσις τῶν ὁδηγῶν καὶ εἰσπρακτόρων ἐν ἄρχῃ τῆς συνεδριάσεως.	[574, 370, 938, 381]
article-text: ΑΘΗΝΑΙ, 3.— Διὰ ἐγκυκλίου τοῦ ὑπουργείου Ἐσωτερικῶν ὑπενθυμίζεται εἰς τοὺς δημάρχους ὅτι ὀφείλουν νὰ προβοῦν εἰς λογοδοσίαν πρὸ τῶν ἐκλογῶν.	[962, 320, 1231, 351]
subheadline: ΚΑΙ ΟΙ ΒΑΦΕΙΣ	[101, 519, 205, 537]
article-text: Ὁ πρόεδρος τοῦ συμβουλίου τῆς ΧΑΝΘ κ. Παπαδόπουλος ἐδέχθη σήμερον ἀντιπροσωπείαν τῶν ἐμπόρων τῆς πόλεως. — Ἡ ἔρευνα τῆς ἀστυνομίας ἀπέδωσε τὴν σύλληψιν τῶν δραστῶν τῆς κλοπῆς. — Εἰς τὴν αἴθουσαν τοῦ Ἐμπορικοῦ Ἐπιμελητηρίου ἐγένετο διάλεξις περὶ τῆς οἰκονομικῆς ἀναπτύξεως τῆς Βορείου Ἑλλάδος.	[14, 892, 292, 942]
article-text: Μὲ πραγματικὴν ἐπιτυχίαν ἐδόθη ἡ ἐτησία ἑορτὴ τῶν ῥαπτῶν καταστηματαρχῶν Θεσσαλονίκης. Παρέστησαν ὁ πρόεδρος τοῦ Ἐπιμελητηρίου, ἐκπρόσωποι ἀρχῶν καὶ πλῆθος μελῶν.	[1243, 314, 1554, 344]
article-text: Τὸ ἐργατικὸν κέντρον κατόπιν τῆς ἐξετάσεως τοῦ ἀνησυχητικοῦ προβλήματος τῆς ἀνεργίας τὸ ὁποῖον ἐδημιούργησαν αἱ ἀθρόαι ἀπολύσεις ἐργατοϋπαλλήλων ἀπεφάσισε τὴν πραγματοποίησιν συγκεντρώσεως.	[574, 654, 951, 684]
caption: Πρωτοβουλίᾳ τῆς ἐπιτροπῆς κοινοτικῆς ἀναπτύξεως ἔλαβε χώραν εἰς Ἐπανωμὴν συγκέντρωσις τῶν κατοίκων. Ὡμίλησαν, ἀναπτύξαντες τὸ πρόγραμμα τῆς κοινοτικῆς ἀναπτύξεως καὶ ἐξήγησαν πρὸς τοὺς συγκεντρωθέντας.	[574, 1562, 951, 1594]
subheadline: ΑΠΟ ΤΗΝ ΚΟΖΑΝΗΝ	[82, 1181, 223, 1198]
article-text: ΚΟΖΑΝΗ, 3.— Εἰς τὴν αἴθουσαν τοῦ Ἐργατικοῦ Κέντρου ἐγένετο συγκέντρωσις τῶν ἐργατῶν τῆς πόλεως, κατὰ τὴν ὁποίαν ὡμίλησε ὁ πρόεδρος τοῦ Κέντρου.	[14, 1201, 292, 1232]
article-text: Εἰς τὸ νεοϊδρυθὲν πανεπιστήμιον τοῦ Λουξεμβούργου, πρῶτον ὑπὸ τὴν αἰγίδα τῆς ὁποίας μετέχουν 120 νέοι πανεπιστημιακοὶ διδάσκαλοι ἐκ 35 χωρῶν, ἐκλήθησαν νὰ διδάξουν καὶ Ἕλληνες καθηγηταί. Ὁ σκοπὸς τοῦ πανεπιστημίου εἶναι ἡ διάδοσις τῆς ἐπιστήμης.	[304, 235, 563, 285]
headline: ΜΕΙΟΥΤΑΙ Ο ΤΟΚΟΣ ΤΩΝ ΔΑΝΕΙΩΝ ΤΑΜΙΕΥΤΗΡΙΩΝ ΚΑΙ ΝΟΜΙΚΩΝ ΠΡΟΣΩΠΩΝ	[976, 359, 1217, 409]
photo-drivers-assembly	[574, 113, 951, 365]
article-text: ΑΘΗΝΑΙ, 3.— Ὁ ὑπουργὸς Ἐμπορίου ὑπέγραψε σήμερον μετὰ τοῦ ἀντιπροσώπου τῆς Οὐγγαρίας τὴν νέαν ἐμπορικὴν συμφωνίαν.	[574, 1173, 951, 1194]
section-title: ΑΙ ΕΡΓΑΤΙΚΑΙ ΕΙΔΗΣΕΙΣ	[1305, 940, 1492, 1005]
article-text: Εἰς τὸ νεοϊδρυθὲν πανεπιστήμιον τοῦ Λουξεμβούργου, πρῶτον ὑπὸ τὴν αἰγίδα τῆς ὁποίας μετέχουν 120 νέοι πανεπιστημιακοὶ διδάσκαλοι ἐκ 35 χωρῶν, ἐκλήθησαν νὰ διδάξουν καὶ Ἕλληνες καθηγηταί. Ὁ σκοπὸς τοῦ πανεπιστημίου εἶναι ἡ διάδοσις τῆς ἐπιστήμης.	[304, 786, 563, 837]
article-text: ΑΘΗΝΑΙ, 3.— Διὰ ἀποφάσεως τοῦ ὑπουργοῦ Παιδείας ἐμονιμοποιήθησαν οἱ κάτωθι καθηγηταὶ τῶν γυμνασίων.	[304, 766, 563, 787]
article-text: ΑΘΗΝΑΙ, 3.— Διὰ ἐγκυκλίου τοῦ ὑπουργείου Ἐσωτερικῶν ὑπενθυμίζεται εἰς τοὺς δημάρχους ὅτι ὀφείλουν νὰ προβοῦν εἰς λογοδοσίαν πρὸ τῶν ἐκλογῶν.	[962, 107, 1231, 137]
headline: Η ΓΕΝΙΚΗ ΣΥΝΕΛΕΥΣΙΣ ΤΩΝ ΥΠΑΛΛΗΛΩΝ Δ.Ε.Η.	[42, 1273, 264, 1311]
article-text: ΑΘΗΝΑΙ, 3.— Ὁ πρόεδρος τῆς Κυβερνήσεως κ. Καραμανλῆς ἐδέχθη σήμερον εἰς τὸ γραφεῖον του τὸν ὑπουργὸν τῶν Οἰκονομικῶν καὶ ἐν συνεχείᾳ τὸν ὑπουργὸν Δημοσίων Ἔργων μεθ' ὧν συνεζήτησε θέματα ἀρμοδιότητός των. — Ὁ ὑπουργὸς Βορείου Ἑλλάδος ἀνεχώρησε διὰ Θεσσαλονίκην. — Συνῆλθεν ὑπὸ τὴν προεδρίαν τοῦ ὑπουργοῦ Ἐμπορίου ἡ ἐπιτροπὴ τιμῶν.	[14, 661, 292, 721]
article-text: ΑΘΗΝΑΙ, 3.— Ὑπὸ τῆς προσφάτως διορισθείσης νέας διοικήσεως τοῦ Ἱδρύματος Κοινωνικῶν Ἀσφαλίσεων ἐκπονεῖται πρόγραμμα μεταρρυθμίσεων διὰ τὴν περαιτέρω ἀνάπτυξιν τοῦ Ἱδρύματος.	[1243, 555, 1554, 585]
headline: ΤΗΝ ΔΕΥΤΕΡΑΝ ΚΗΡΥΣΣΟΥΝ 48ΩΡΟΝ ΑΠΕΡΓΙΑΝ ΟΙ ΑΡΤΕΡΓΑΤΑΙ, ΜΥΛΕΡΓΑΤΑΙ, ΜΑΚΑΡΟΝΟΠΟΙΟΙ	[12, 340, 294, 397]
caption: Ὁ πρόεδρος τοῦ συλλόγου, ὁμιλεῖ πρὸς τοὺς συγκεντρωθέντας.	[14, 1619, 292, 1640]
headline: ΕΙΣ ΤΟΥΣ ΠΑΡΑΓΩΓΟΥΣ ΑΠΟΔΙΔΕΙ ΤΟ ΚΡΑΤΟΣ ΤΗΝ ΜΑΤΑΙΩΣΙΝ ΤΗΣ ΕΞΑΓΩΓΗΣ ΕΣΠΕΡΙΔΟΕΙΔΩΝ	[1250, 829, 1547, 886]
article-text: ΑΘΗΝΑΙ, 3.— Ὁ πρόεδρος τῆς Κυβερνήσεως κ. Καραμανλῆς ἐδέχθη σήμερον εἰς τὸ γραφεῖον του τὸν ὑπουργὸν τῶν Οἰκονομικῶν καὶ ἐν συνεχείᾳ τὸν ὑπουργὸν Δημοσίων Ἔργων μεθ' ὧν συνεζήτησε θέματα ἀρμοδιότητός των. — Ὁ ὑπουργὸς Βορείου Ἑλλάδος ἀνεχώρησε διὰ Θεσσαλονίκην. — Συνῆλθεν ὑπὸ τὴν προεδρίαν τοῦ ὑπουργοῦ Ἐμπορίου ἡ ἐπιτροπὴ τιμῶν.	[14, 780, 292, 840]
article-text: ΣΙΔΗΡΟΚΑΣΤΡΟΝ, 3.— Εἰς τὴν αἴθουσαν τοῦ δημαρχείου ἐγένετο συγκέντρωσις τῶν κατοίκων, κατὰ τὴν ὁποίαν συνεζητήθησαν τὰ τοπικὰ ζητήματα. Ὁ δήμαρχος ἀνέπτυξε τὸ πρόγραμμα τῶν ἔργων τοῦ δήμου διὰ τὸ τρέχον ἔτος.	[14, 1140, 292, 1180]
article-text: Σκόδειαν χθὲς ἡ διοικητικὴ συνεδρίασις τῶν ἀρτεργατικῶν σωματείων ἀπεφάσισε τὴν κήρυξιν 48ώρου ἀπεργίας ἀπὸ τῆς προσεχοῦς Δευτέρας ἐν ἀλληλεγγύῃ πρὸς τὰ αἰτήματα τῶν ἀρτεργατῶν, μυλεργατῶν καὶ μακαρονοποιῶν. Ἡ ἀπόφασις ἐλήφθη κατόπιν τῆς ἀρνήσεως τῶν ἐργοδοτῶν νὰ ἱκανοποιήσουν τὰ αἰτήματα περὶ αὐξήσεως τῶν ἡμερομισθίων καὶ καθιερώσεως ἑπταώρου ἐργασίας.	[14, 540, 292, 611]
article-text: Ἐκ τοῦ ὑπουργείου Βορείου Ἑλλάδος ἐξεδόθη ἡ ἑξῆς ἀνακοίνωσις: Ἐγένετο ἀντιληπτὸν ὅτι κυκλοφορεῖ παράνομος ἔκδοσις τῆς Ἱστορίας τοῦ Ἑλληνικοῦ Ἔθνους τοῦ Κ. Παπαρρηγοπούλου.	[574, 849, 951, 879]
subheadline: ΔΕΝ ΕΓΙΝΑΝ ΔΕΚΤΟΙ	[1325, 677, 1472, 695]
article-text: Μὲ πραγματικὴν ἐπιτυχίαν ἐδόθη ἡ ἐτησία ἑορτὴ τῶν ῥαπτῶν καταστηματαρχῶν Θεσσαλονίκης. Παρέστησαν ὁ πρόεδρος τοῦ Ἐπιμελητηρίου, ἐκπρόσωποι ἀρχῶν καὶ πλῆθος μελῶν.	[1243, 343, 1554, 373]
